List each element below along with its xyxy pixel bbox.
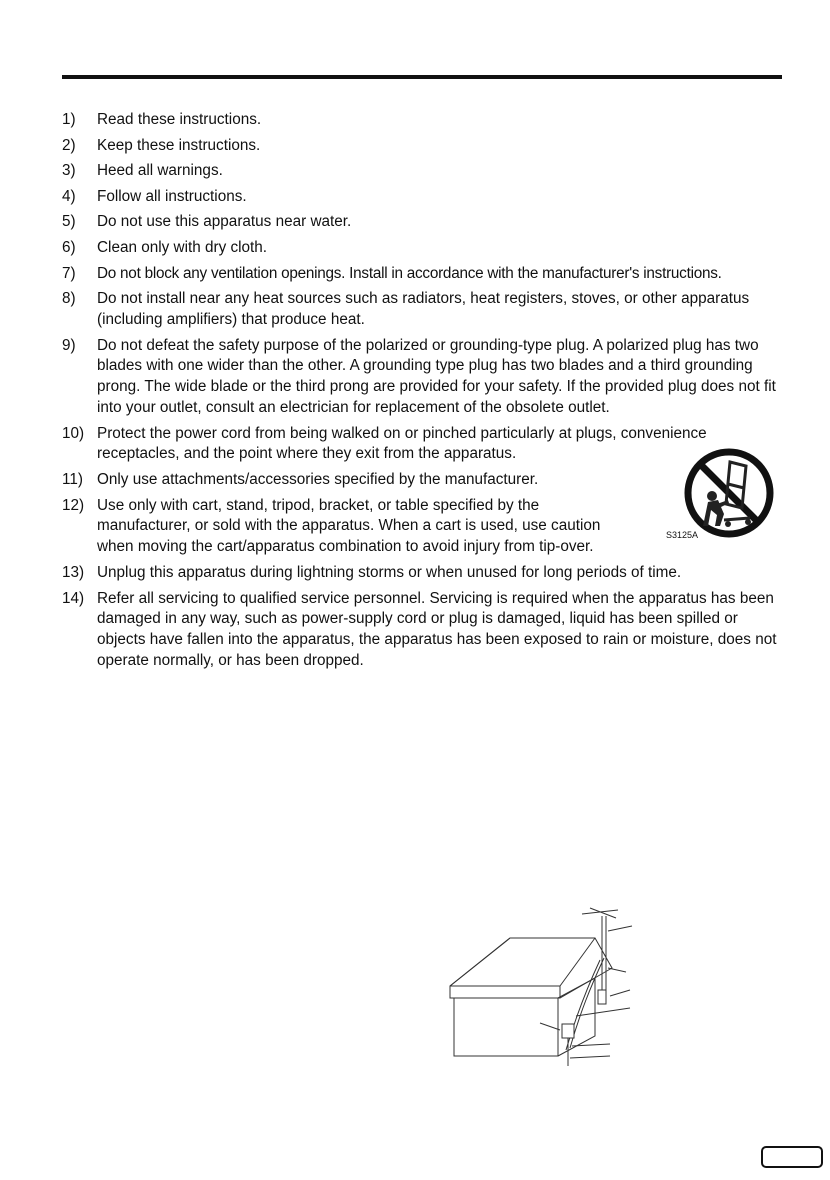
instruction-number: 8) bbox=[62, 290, 76, 308]
instruction-text: Do not defeat the safety purpose of the polarized or grounding-type plug. A polarized plug has two blades with one wider than the other. A grounding type plug has two blades and a third grounding prong. The wide blade or the third prong are provided for your safety. If the provided plug does not fit into your outlet, consult an electrician for replacement of the obsolete outlet. bbox=[97, 336, 776, 416]
instruction-number: 14) bbox=[62, 589, 85, 607]
instruction-item bbox=[62, 336, 782, 419]
instruction-number: 13) bbox=[62, 563, 85, 581]
instruction-text: Only use attachments/accessories specified by the manufacturer. bbox=[97, 470, 539, 488]
instruction-item bbox=[62, 424, 782, 466]
instruction-item bbox=[62, 496, 782, 558]
instruction-number: 7) bbox=[62, 264, 76, 282]
instruction-item bbox=[62, 264, 782, 285]
instruction-text: Do not install near any heat sources such as radiators, heat registers, stoves, or other apparatus (including amplifiers) that produce heat. bbox=[97, 290, 750, 328]
antenna-grounding-diagram bbox=[440, 898, 640, 1070]
instruction-number: 6) bbox=[62, 238, 76, 256]
instruction-item bbox=[62, 563, 782, 584]
instruction-text: Follow all instructions. bbox=[97, 187, 247, 205]
instruction-item bbox=[62, 110, 782, 131]
instruction-text: Use only with cart, stand, tripod, bracket, or table specified by the manufacturer, or sold with the apparatus. When a cart is used, use caution when moving the cart/apparatus combination to avoid injury from tip-over. bbox=[97, 496, 601, 556]
instruction-item bbox=[62, 289, 782, 331]
instruction-item bbox=[62, 212, 782, 233]
page-number-box bbox=[761, 1146, 823, 1168]
instruction-item bbox=[62, 136, 782, 157]
instruction-number: 12) bbox=[62, 496, 85, 514]
header-rule bbox=[62, 75, 782, 79]
instruction-item bbox=[62, 161, 782, 182]
instruction-text: Do not use this apparatus near water. bbox=[97, 213, 352, 231]
instruction-number: 1) bbox=[62, 111, 76, 128]
instruction-item bbox=[62, 238, 782, 259]
instruction-text: Keep these instructions. bbox=[97, 136, 261, 154]
cart-warning-code: S3125A bbox=[666, 530, 699, 540]
instruction-number: 2) bbox=[62, 136, 76, 154]
cart-tip-over-warning-icon bbox=[684, 448, 774, 538]
instruction-text: Refer all servicing to qualified service personnel. Servicing is required when the apparatus has been damaged in any way, such as power-supply cord or plug is damaged, liquid has been spilled or objects have fallen into the apparatus, the apparatus has been exposed to rain or moisture, does not operate normally, or has been dropped. bbox=[97, 589, 777, 669]
instruction-item bbox=[62, 470, 782, 491]
instruction-number: 5) bbox=[62, 213, 76, 231]
instruction-text: Protect the power cord from being walked on or pinched particularly at plugs, convenience receptacles, and the point where they exit from the apparatus. bbox=[97, 424, 707, 463]
safety-instructions-list bbox=[62, 110, 782, 676]
instruction-number: 3) bbox=[62, 162, 76, 180]
instruction-text: Unplug this apparatus during lightning storms or when unused for long periods of time. bbox=[97, 563, 682, 581]
instruction-item bbox=[62, 589, 782, 672]
instruction-text: Clean only with dry cloth. bbox=[97, 238, 268, 256]
instruction-text: Do not block any ventilation openings. Install in accordance with the manufacturer's instructions. bbox=[97, 264, 722, 282]
instruction-number: 9) bbox=[62, 336, 76, 354]
instruction-number: 10) bbox=[62, 424, 85, 442]
instruction-text: Heed all warnings. bbox=[97, 162, 223, 180]
instruction-text: Read these instructions. bbox=[97, 111, 262, 128]
instruction-number: 4) bbox=[62, 187, 76, 205]
instruction-number: 11) bbox=[62, 470, 83, 488]
instruction-item bbox=[62, 187, 782, 208]
